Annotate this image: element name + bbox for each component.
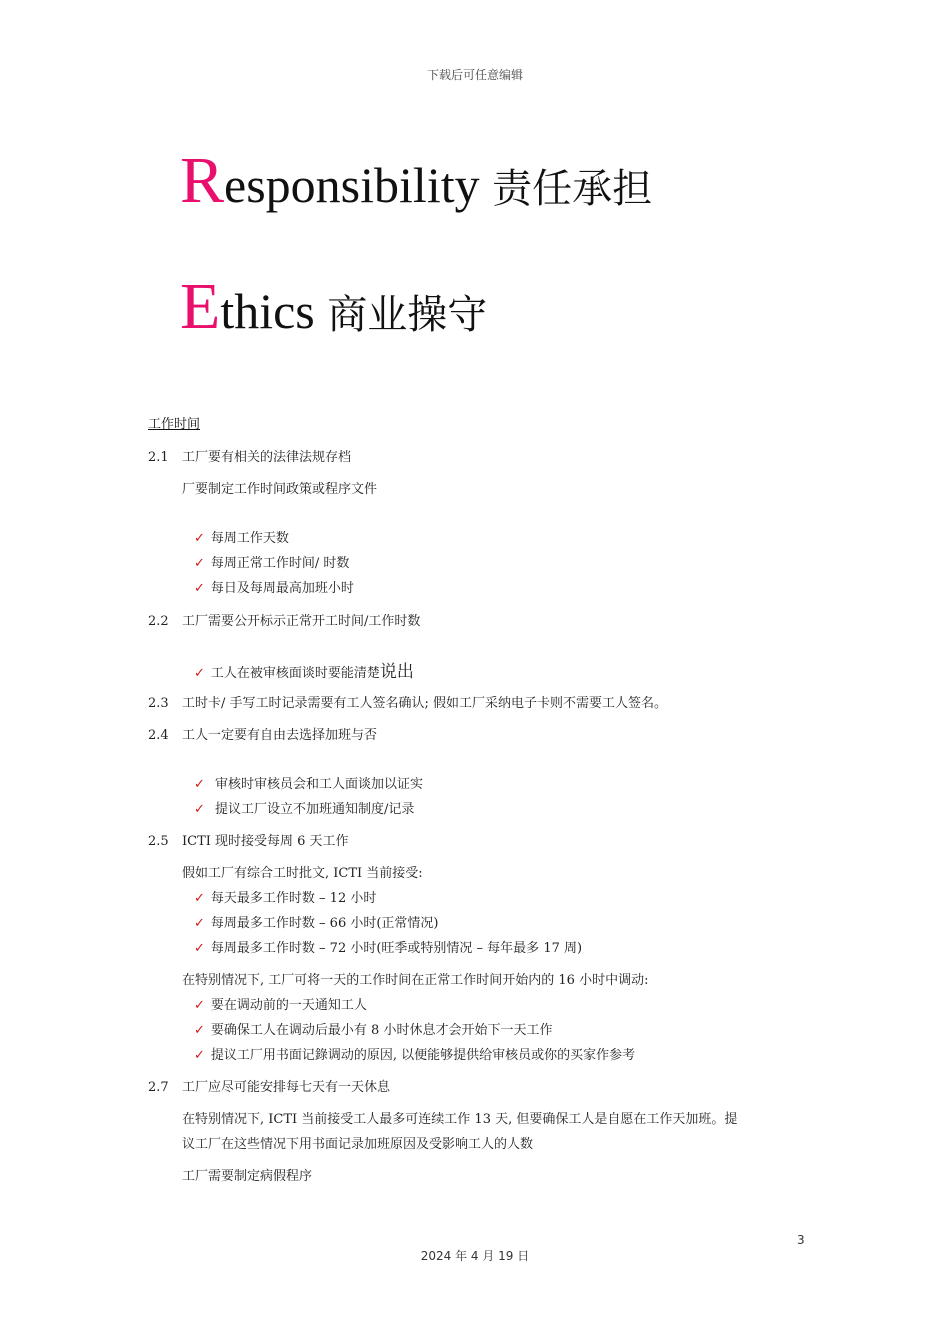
check-item: [194, 527, 289, 546]
check-item: [194, 552, 349, 571]
check-text: 提议工厂用书面记錄调动的原因, 以便能够提供给审核员或你的买家作参考: [210, 1048, 636, 1063]
item-number: 2.5: [148, 834, 169, 849]
check-icon: ✓: [194, 581, 205, 596]
item-text: 工厂要有相关的法律法规存档: [182, 450, 352, 465]
item-text: 工厂应尽可能安排每七天有一天休息: [182, 1080, 391, 1095]
check-icon: ✓: [194, 998, 205, 1013]
item-number: 2.3: [148, 696, 169, 711]
item-2-7-sub-line2: 议工厂在这些情况下用书面记录加班原因及受影响工人的人数: [182, 1137, 534, 1152]
heading-rest: esponsibility: [224, 157, 480, 213]
item-2-4: [148, 724, 377, 743]
heading-cn: 商业操守: [327, 292, 488, 338]
check-text: 工人在被审核面谈时要能清楚: [210, 666, 380, 681]
item-2-3: [148, 692, 667, 711]
item-number: 2.7: [148, 1080, 169, 1095]
check-text: 每天最多工作时数 – 12 小时: [210, 891, 377, 906]
item-2-1-sub: 厂要制定工作时间政策或程序文件: [182, 482, 378, 497]
check-item: [194, 577, 354, 596]
item-text: ICTI 现时接受每周 6 天工作: [182, 834, 349, 849]
check-icon: ✓: [194, 777, 205, 792]
check-text: 每日及每周最高加班小时: [210, 581, 354, 596]
item-2-5-sub2: 在特别情况下, 工厂可将一天的工作时间在正常工作时间开始内的 16 小时中调动:: [182, 973, 649, 988]
check-icon: ✓: [194, 556, 205, 571]
heading-responsibility: [180, 144, 653, 217]
check-item: [194, 773, 423, 792]
item-2-5-sub: 假如工厂有综合工时批文, ICTI 当前接受:: [182, 866, 423, 881]
item-2-1: [148, 446, 351, 465]
check-icon: ✓: [194, 1048, 205, 1063]
check-item: [194, 1044, 635, 1063]
item-2-7-sub-line1: 在特别情况下, ICTI 当前接受工人最多可连续工作 13 天, 但要确保工人是自愿在工作天加班。提: [182, 1112, 738, 1127]
heading-cn: 责任承担: [492, 166, 653, 212]
check-item: [194, 887, 376, 906]
check-text: 每周工作天数: [210, 531, 289, 546]
check-text: 每周最多工作时数 – 72 小时(旺季或特别情况 – 每年最多 17 周): [210, 941, 583, 956]
check-icon: ✓: [194, 1023, 205, 1038]
item-text: 工时卡/ 手写工时记录需要有工人签名确认; 假如工厂采纳电子卡则不需要工人签名。: [182, 696, 668, 711]
check-item: [194, 1019, 552, 1038]
page-number: 3: [797, 1233, 805, 1247]
check-icon: ✓: [194, 531, 205, 546]
item-2-5: [148, 830, 349, 849]
check-icon: ✓: [194, 666, 205, 681]
check-text: 要在调动前的一天通知工人: [210, 998, 367, 1013]
item-2-2: [148, 610, 420, 629]
check-icon: ✓: [194, 941, 205, 956]
page-header: 下载后可任意编辑: [426, 68, 523, 82]
item-number: 2.1: [148, 450, 169, 465]
check-text: 要确保工人在调动后最小有 8 小时休息才会开始下一天工作: [210, 1023, 553, 1038]
check-item: [194, 994, 367, 1013]
check-text: 每周正常工作时间/ 时数: [210, 556, 350, 571]
check-item: [194, 657, 414, 682]
item-2-7: [148, 1076, 390, 1095]
check-text: 每周最多工作时数 – 66 小时(正常情况): [210, 916, 439, 931]
check-icon: ✓: [194, 891, 205, 906]
heading-rest: thics: [220, 283, 315, 339]
heading-initial: R: [180, 144, 225, 217]
check-item: [194, 798, 414, 817]
item-number: 2.2: [148, 614, 169, 629]
section-title: 工作时间: [148, 417, 201, 432]
item-text: 工人一定要有自由去选择加班与否: [182, 728, 378, 743]
check-text: 审核时审核员会和工人面谈加以证实: [215, 777, 424, 792]
heading-initial: E: [180, 270, 221, 343]
footer-date: 2024 年 4 月 19 日: [420, 1249, 530, 1263]
check-text: 提议工厂设立不加班通知制度/记录: [215, 802, 415, 817]
item-2-7-sub2: 工厂需要制定病假程序: [182, 1169, 313, 1184]
heading-ethics: [180, 270, 488, 343]
item-text: 工厂需要公开标示正常开工时间/工作时数: [182, 614, 421, 629]
check-text-large: 说出: [379, 662, 414, 682]
check-icon: ✓: [194, 802, 205, 817]
item-number: 2.4: [148, 728, 169, 743]
check-icon: ✓: [194, 916, 205, 931]
check-item: [194, 937, 582, 956]
check-item: [194, 912, 439, 931]
